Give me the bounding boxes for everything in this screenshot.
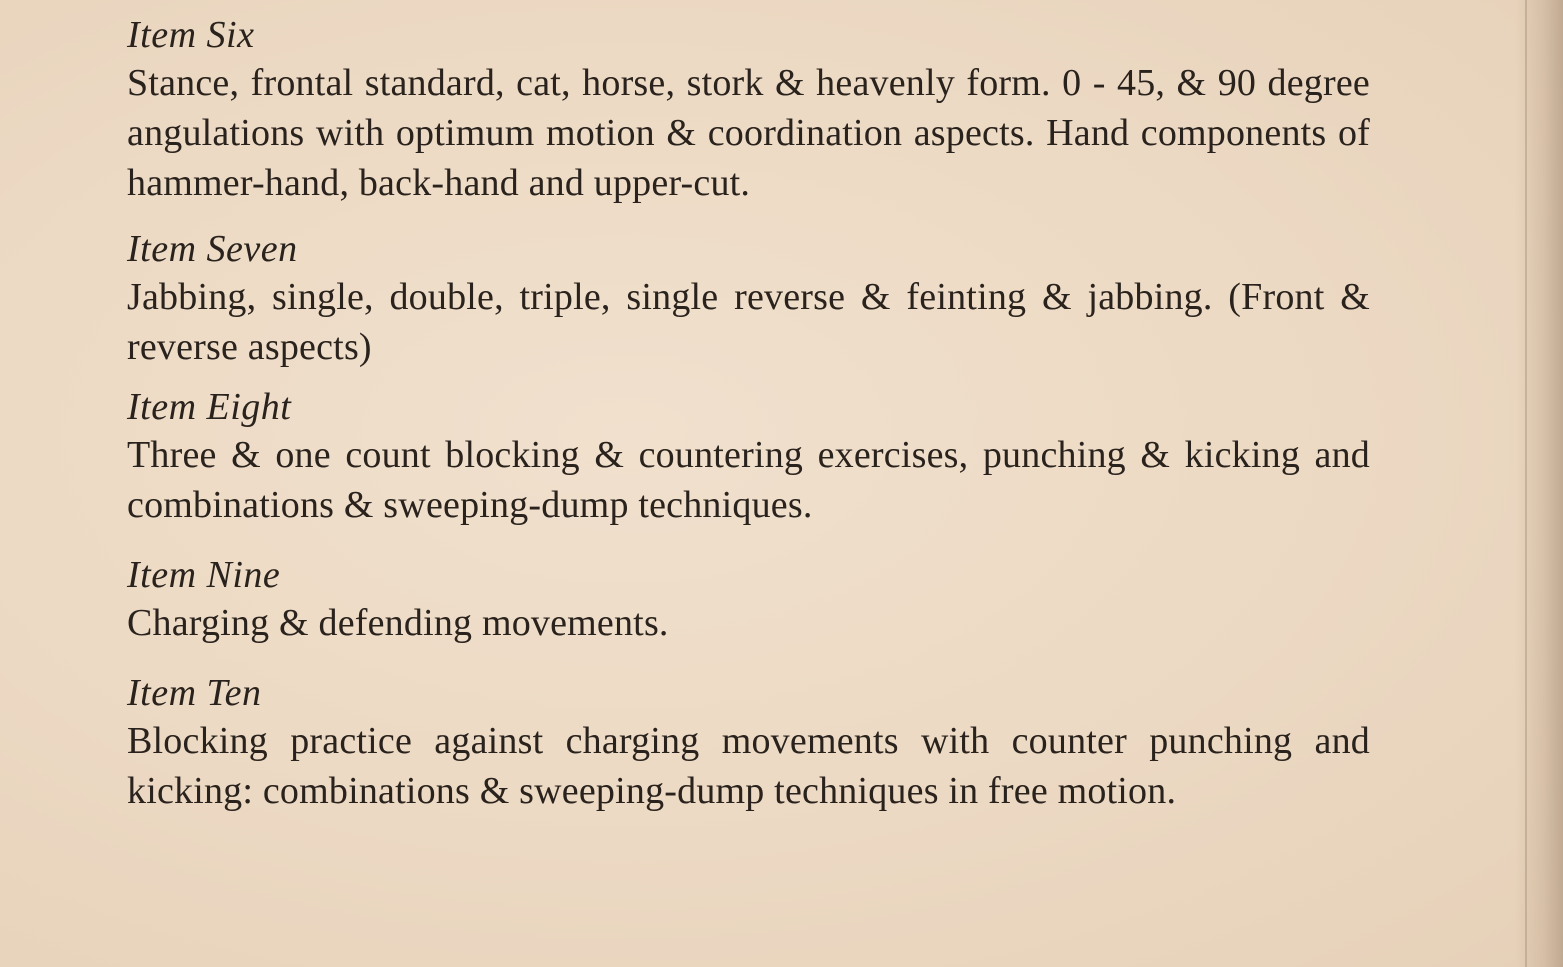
item-body: Stance, frontal standard, cat, horse, stork & heavenly form. 0 - 45, & 90 degree angulations with optimum motion & coordination aspects. Hand components of hammer-hand, back-hand and upper-cut. xyxy=(127,62,1370,204)
item-heading: Item Seven xyxy=(127,228,298,270)
item-list xyxy=(127,12,1370,816)
item-body: Blocking practice against charging movements with counter punching and kicking: combinations & sweeping-dump techniques in free motion. xyxy=(127,720,1370,812)
page-gutter-shadow xyxy=(1515,0,1563,967)
item-heading: Item Eight xyxy=(127,386,292,428)
item-heading: Item Six xyxy=(127,14,255,56)
item-body: Three & one count blocking & countering exercises, punching & kicking and combinations & sweeping-dump techniques. xyxy=(127,434,1370,526)
item-body: Jabbing, single, double, triple, single reverse & feinting & jabbing. (Front & reverse aspects) xyxy=(127,276,1370,368)
item-heading: Item Ten xyxy=(127,672,262,714)
item-nine xyxy=(127,552,1370,648)
item-eight xyxy=(127,384,1370,530)
item-six xyxy=(127,12,1370,208)
page-gutter-line xyxy=(1525,0,1527,967)
item-heading: Item Nine xyxy=(127,554,281,596)
item-seven xyxy=(127,226,1370,372)
item-body: Charging & defending movements. xyxy=(127,602,669,644)
item-ten xyxy=(127,670,1370,816)
